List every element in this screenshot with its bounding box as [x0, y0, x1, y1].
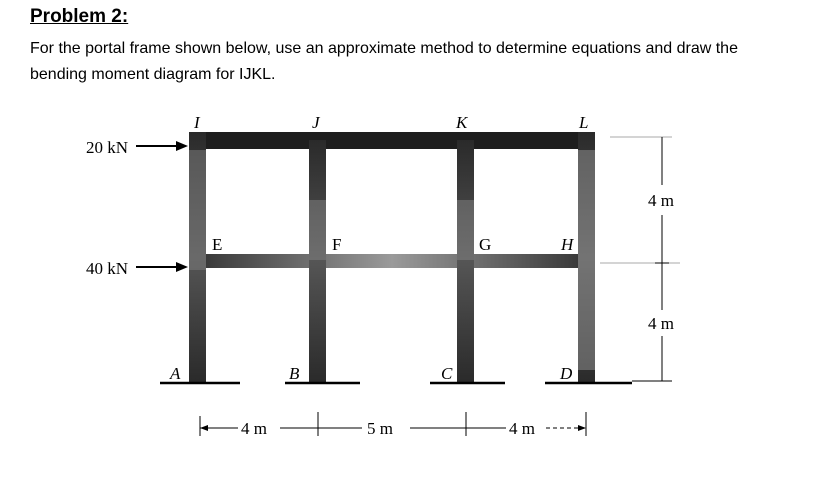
load-label-floor: 40 kN — [86, 259, 129, 278]
vdim-label-upper: 4 m — [648, 191, 674, 210]
load-arrow-floor-head — [176, 262, 188, 272]
load-label-roof: 20 kN — [86, 138, 129, 157]
dim-arrow-right — [578, 425, 586, 431]
dim-label-bay2: 5 m — [367, 419, 393, 438]
roof-beam — [189, 132, 595, 149]
support-label-D: D — [560, 364, 573, 383]
joint-label-G: G — [479, 235, 492, 254]
support-label-B: B — [289, 364, 300, 383]
column-C-face — [457, 200, 474, 260]
column-B — [309, 140, 326, 383]
joint-label-H: H — [561, 235, 574, 254]
column-H-face — [578, 150, 595, 370]
floor-beam — [206, 254, 578, 268]
vdim-label-lower: 4 m — [648, 314, 674, 333]
joint-label-E: E — [212, 235, 223, 254]
joint-label-K: K — [456, 113, 468, 132]
problem-title: Problem 2: — [30, 6, 129, 27]
dim-label-bay1: 4 m — [241, 419, 267, 438]
support-label-A: A — [170, 364, 181, 383]
load-arrow-roof-head — [176, 141, 188, 151]
dim-label-bay3: 4 m — [509, 419, 535, 438]
joint-label-I: I — [194, 113, 200, 132]
joint-label-L: L — [579, 113, 589, 132]
column-C — [457, 140, 474, 383]
support-label-C: C — [441, 364, 453, 383]
joint-label-F: F — [332, 235, 342, 254]
column-B-face — [309, 200, 326, 260]
joint-label-J: J — [312, 113, 320, 132]
column-E-face — [189, 150, 206, 270]
problem-statement: For the portal frame shown below, use an approximate method to determine equations and draw the bending moment diagram for IJKL. — [30, 40, 738, 83]
dim-arrow-left — [200, 425, 208, 431]
